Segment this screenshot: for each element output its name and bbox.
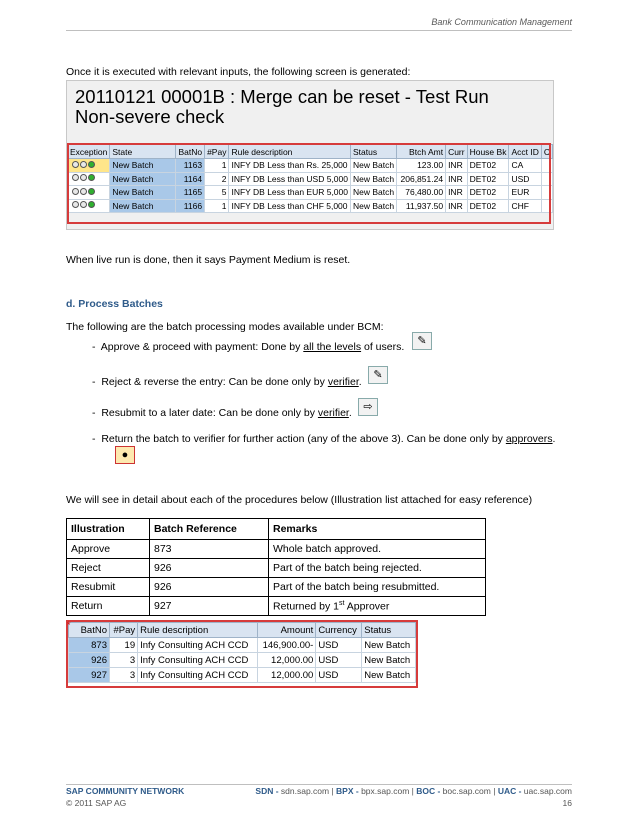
- footer-network: SAP COMMUNITY NETWORK: [66, 786, 185, 796]
- sap-screen-screenshot: [66, 80, 554, 230]
- table-row: Return 927 Returned by 1st Approver: [67, 597, 486, 616]
- col-status[interactable]: Status: [351, 145, 397, 159]
- link-verifier[interactable]: verifier: [327, 376, 359, 388]
- table-row: Reject 926 Part of the batch being rejected.: [67, 559, 486, 578]
- ill-col-illustration: Illustration: [67, 519, 150, 540]
- col-pay[interactable]: #Pay: [205, 145, 229, 159]
- table-row: Approve 873 Whole batch approved.: [67, 540, 486, 559]
- ill-col-remarks: Remarks: [269, 519, 486, 540]
- table-row[interactable]: New Batch 1164 2 INFY DB Less than USD 5,000 New Batch 206,851.24 INR DET02 USD: [68, 172, 553, 186]
- bullet-resubmit: - Resubmit to a later date: Can be done only by verifier.: [92, 407, 352, 419]
- running-header: Bank Communication Management: [431, 17, 572, 27]
- footer-links: SDN - sdn.sap.com | BPX - bpx.sap.com | BOC - boc.sap.com | UAC - uac.sap.com: [255, 786, 572, 796]
- approve-icon: ✎: [412, 332, 432, 350]
- intro-text: Once it is executed with relevant inputs, the following screen is generated:: [66, 66, 411, 78]
- col-exception[interactable]: Exception: [68, 145, 110, 159]
- col-amount[interactable]: Btch Amt: [397, 145, 446, 159]
- col-amount[interactable]: Amount: [257, 623, 316, 638]
- table-row[interactable]: New Batch 1165 5 INFY DB Less than EUR 5,000 New Batch 76,480.00 INR DET02 EUR: [68, 186, 553, 200]
- section-lead: The following are the batch processing modes available under BCM:: [66, 321, 384, 333]
- batch-list-header: [69, 623, 416, 638]
- bullet-approve: - Approve & proceed with payment: Done by all the levels of users.: [92, 341, 405, 353]
- reject-icon: ✎: [368, 366, 388, 384]
- batch-list-grid: [68, 622, 416, 683]
- link-uac[interactable]: uac.sap.com: [523, 786, 572, 796]
- copyright: © 2011 SAP AG: [66, 798, 127, 808]
- page-number: 16: [562, 798, 572, 808]
- col-rule[interactable]: Rule description: [229, 145, 351, 159]
- col-c[interactable]: C: [541, 145, 552, 159]
- section-heading: d. Process Batches: [66, 298, 163, 310]
- col-curr[interactable]: Curr: [446, 145, 468, 159]
- table-row[interactable]: New Batch 1163 1 INFY DB Less than Rs. 25,000 New Batch 123.00 INR DET02 CA: [68, 159, 553, 173]
- traffic-light-icon: [70, 160, 100, 169]
- illustration-header: [67, 519, 486, 540]
- link-boc[interactable]: boc.sap.com: [442, 786, 491, 796]
- live-run-text: When live run is done, then it says Payment Medium is reset.: [66, 254, 351, 266]
- bullet-return: - Return the batch to verifier for further action (any of the above 3). Can be done only by approvers.: [92, 433, 556, 445]
- col-pay[interactable]: #Pay: [110, 623, 138, 638]
- sap-title-line1: 20110121 00001B : Merge can be reset - Test Run: [75, 86, 489, 107]
- link-bpx[interactable]: bpx.sap.com: [361, 786, 410, 796]
- link-all-levels[interactable]: all the levels: [303, 341, 362, 353]
- table-row: Resubmit 926 Part of the batch being resubmitted.: [67, 578, 486, 597]
- col-state[interactable]: State: [110, 145, 176, 159]
- table-row[interactable]: 927 3 Infy Consulting ACH CCD 12,000.00 USD New Batch: [69, 668, 416, 683]
- col-housebank[interactable]: House Bk: [467, 145, 509, 159]
- required-marker: *: [67, 620, 71, 630]
- traffic-light-icon: [70, 173, 100, 182]
- link-verifier-2[interactable]: verifier: [317, 407, 349, 419]
- link-sdn[interactable]: sdn.sap.com: [280, 786, 330, 796]
- col-rule[interactable]: Rule description: [138, 623, 257, 638]
- illustration-table: [66, 518, 486, 616]
- col-batno[interactable]: BatNo: [69, 623, 110, 638]
- table-row[interactable]: 926 3 Infy Consulting ACH CCD 12,000.00 USD New Batch: [69, 653, 416, 668]
- ill-col-batchref: Batch Reference: [150, 519, 269, 540]
- traffic-light-icon: [70, 200, 100, 209]
- resubmit-icon: ⇨: [358, 398, 378, 416]
- footer-rule: [66, 784, 572, 785]
- traffic-light-icon: [70, 187, 100, 196]
- sap-title-line2: Non-severe check: [75, 106, 225, 127]
- col-batno[interactable]: BatNo: [176, 145, 205, 159]
- col-acct[interactable]: Acct ID: [509, 145, 541, 159]
- table-row[interactable]: New Batch 1166 1 INFY DB Less than CHF 5,000 New Batch 11,937.50 INR DET02 CHF: [68, 199, 553, 213]
- return-icon: ●: [115, 446, 135, 464]
- batch-grid-header: [68, 145, 553, 159]
- bullet-reject: - Reject & reverse the entry: Can be done only by verifier.: [92, 376, 362, 388]
- header-rule: [66, 30, 572, 31]
- batch-list-screenshot: [66, 620, 418, 688]
- sap-screen-title: [75, 87, 489, 127]
- detail-text: We will see in detail about each of the procedures below (Illustration list attached for easy reference): [66, 494, 533, 506]
- batch-grid: [67, 144, 553, 213]
- col-status[interactable]: Status: [362, 623, 416, 638]
- table-row[interactable]: 873 19 Infy Consulting ACH CCD 146,900.00- USD New Batch: [69, 638, 416, 653]
- link-approvers[interactable]: approvers: [505, 433, 553, 445]
- col-currency[interactable]: Currency: [316, 623, 362, 638]
